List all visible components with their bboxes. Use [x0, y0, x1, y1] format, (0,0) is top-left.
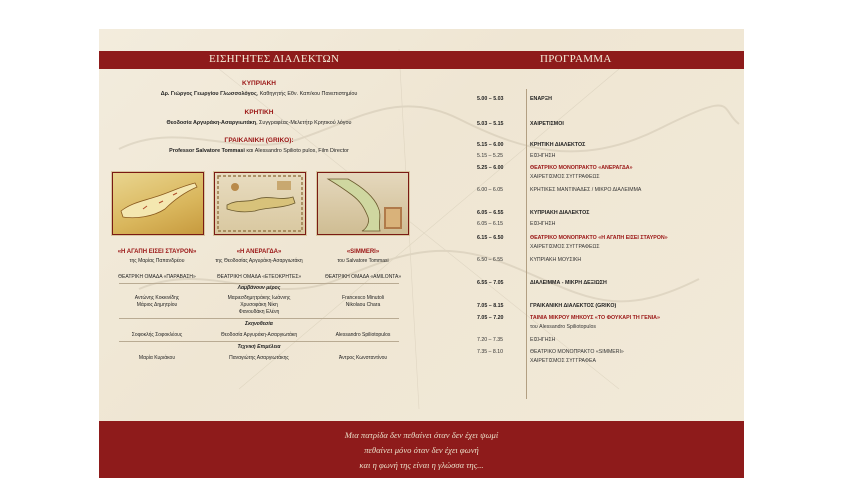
program-heading: ΠΡΟΓΡΑΜΜΑ: [540, 53, 612, 65]
cast-member: Μαριεσδημητράκης Ιωάννης: [227, 295, 291, 301]
program-time: 7.05 – 8.15: [477, 303, 504, 309]
speaker-region-griko: ΓΡΑΙΚΑΝΙΚΗ (GRIKO):: [224, 137, 294, 144]
play-group: ΘΕΑΤΡΙΚΗ ΟΜΑΔΑ «ΠΑΡΑΒΑΣΗ»: [118, 274, 196, 280]
play-author: της Μαρίας Παπανδρέου: [129, 258, 185, 264]
cast-member: Φανουδάκη Ελένη: [238, 309, 280, 315]
program-item-sub: ΧΑΙΡΕΤΙΣΜΟΣ ΣΥΓΓΡΑΦΕΩΣ: [530, 244, 600, 250]
tech-name: Παναγιώτης Ασαργιωτάκης: [229, 355, 289, 361]
program-item: ΘΕΑΤΡΙΚΟ ΜΟΝΟΠΡΑΚΤΟ «SIMMERI»: [530, 349, 624, 355]
crete-map-icon: [215, 173, 305, 234]
cyprus-map-icon: [113, 173, 203, 234]
program-time: 7.20 – 7.35: [477, 337, 503, 343]
program-time: 6.00 – 6.05: [477, 187, 503, 193]
program-item: ΚΡΗΤΙΚΗ ΔΙΑΛΕΚΤΟΣ: [530, 142, 586, 148]
program-item: ΕΙΣΗΓΗΣΗ: [530, 153, 556, 159]
role-heading-cast: Λαμβάνουν μέρος: [237, 285, 281, 291]
scenography-name: Θεοδοσία Αργυράκη-Ασαργιωτάκη: [220, 332, 298, 338]
speaker-name: Θεοδοσία Αργυράκη-Ασαργιωτάκη: [166, 120, 257, 126]
program-time: 5.00 – 5.03: [477, 96, 504, 102]
play-title: «Η ΑΝΕΡΑΓΔΑ»: [236, 249, 282, 255]
program-time: 6.15 – 6.50: [477, 235, 504, 241]
play-author: του Salvatore Tommasi: [337, 258, 389, 264]
program-time: 6.55 – 7.05: [477, 280, 504, 286]
brochure-sheet: [99, 29, 744, 478]
speaker-role: , Συγγραφέας-Μελετήτρ Κρητικού λόγου: [256, 120, 352, 126]
crete-map-image: [214, 172, 306, 235]
play-title: «SIMMERI»: [346, 249, 380, 255]
program-item: ΕΙΣΗΓΗΣΗ: [530, 221, 556, 227]
program-divider-line: [526, 89, 527, 399]
cast-member: Μάριος Δημητρίου: [136, 302, 178, 308]
program-time: 6.05 – 6.55: [477, 210, 504, 216]
speaker-region-crete: ΚΡΗΤΙΚΗ: [244, 109, 274, 116]
role-heading-tech: Τεχνική Επιμέλεια: [237, 344, 281, 350]
program-time: 6.50 – 6.55: [477, 257, 503, 263]
quote-line: πεθαίνει μόνο όταν δεν έχει φωνή: [364, 445, 479, 455]
program-item: ΤΑΙΝΙΑ ΜΙΚΡΟΥ ΜΗΚΟΥΣ «ΤΟ ΦΟΥΚΑΡΙ ΤΗ ΓΕΝΙΑ»: [530, 315, 660, 321]
program-item: ΘΕΑΤΡΙΚΟ ΜΟΝΟΠΡΑΚΤΟ «ΑΝΕΡΑΓΔΑ»: [530, 165, 633, 171]
program-item: ΕΝΑΡΞΗ: [530, 96, 552, 102]
program-time: 7.05 – 7.20: [477, 315, 504, 321]
program-item-sub: ΧΑΙΡΕΤΙΣΜΟΣ ΣΥΓΓΡΑΦΕΑ: [530, 358, 596, 364]
divider: [119, 318, 399, 319]
speaker-region-cyprus: ΚΥΠΡΙΑΚΗ: [242, 80, 276, 87]
play-title: «Η ΑΓΑΠΗ ΕΙΣΕΙ ΣΤΑΥΡΟΝ»: [117, 249, 197, 255]
program-time: 6.05 – 6.15: [477, 221, 503, 227]
cyprus-map-image: [112, 172, 204, 235]
cast-member: Nikolaou Chara: [345, 302, 381, 308]
program-item: ΧΑΙΡΕΤΙΣΜΟΙ: [530, 121, 564, 127]
play-group: ΘΕΑΤΡΙΚΗ ΟΜΑΔΑ «AMILONTA»: [324, 274, 402, 280]
program-item: ΔΙΑΛΕΙΜΜΑ - ΜΙΚΡΗ ΔΕΞΙΩΣΗ: [530, 280, 607, 286]
program-item: ΚΥΠΡΙΑΚΗ ΜΟΥΣΙΚΗ: [530, 257, 582, 263]
program-item: ΕΙΣΗΓΗΣΗ: [530, 337, 556, 343]
program-time: 5.15 – 5.25: [477, 153, 503, 159]
speaker-name: Professor Salvatore Tommasi: [169, 148, 245, 154]
program-item: ΘΕΑΤΡΙΚΟ ΜΟΝΟΠΡΑΚΤΟ «Η ΑΓΑΠΗ ΕΙΣΕΙ ΣΤΑΥΡΟΝ»: [530, 235, 668, 241]
tech-name: Άντρος Κωνσταντίνου: [338, 355, 388, 361]
quote-band: [99, 421, 744, 478]
quote-line: και η φωνή της είναι η γλώσσα της...: [359, 460, 484, 470]
role-heading-scenography: Σκηνοθεσία: [245, 321, 273, 327]
cast-member: Francesco Minutoli: [342, 295, 384, 301]
tech-name: Μαρία Κυριάκου: [138, 355, 176, 361]
speaker-name: Δρ. Γιώργος Γεωργίου Γλωσσολόγος: [160, 91, 257, 97]
program-item: ΚΡΗΤΙΚΕΣ ΜΑΝΤΙΝΑΔΕΣ / ΜΙΚΡΟ ΔΙΑΛΕΙΜΜΑ: [530, 187, 642, 193]
play-group: ΘΕΑΤΡΙΚΗ ΟΜΑΔΑ «ΕΤΕΟΚΡΗΤΕΣ»: [216, 274, 302, 280]
cast-member: Χρυσοφάκη Νίκη: [240, 302, 278, 308]
speaker-line-griko: [99, 148, 419, 154]
speaker-line-cyprus: [99, 91, 419, 97]
play-author: της Θεοδοσίας Αργυράκη-Ασαργιωτάκη: [215, 258, 303, 264]
program-time: 7.35 – 8.10: [477, 349, 503, 355]
speaker-line-crete: [99, 120, 419, 126]
speakers-heading: ΕΙΣΗΓΗΤΕΣ ΔΙΑΛΕΚΤΩΝ: [209, 53, 340, 65]
divider: [119, 341, 399, 342]
scenography-name: Σοφοκλής Σοφοκλέους: [131, 332, 183, 338]
calabria-map-icon: [318, 173, 408, 234]
program-time: 5.03 – 5.15: [477, 121, 504, 127]
quote-line: Μια πατρίδα δεν πεθαίνει όταν δεν έχει ψωμί: [344, 430, 499, 440]
header-band: [99, 51, 744, 69]
speaker-role: , Καθηγητής Εθν. Καπ/κου Πανεπιστημίου: [256, 91, 358, 97]
divider: [119, 283, 399, 284]
program-time: 5.15 – 6.00: [477, 142, 504, 148]
speaker-role: και Alessandro Spilioto pulos, Film Director: [244, 148, 349, 154]
program-item: ΓΡΑΙΚΑΝΙΚΗ ΔΙΑΛΕΚΤΟΣ (GRIKO): [530, 303, 617, 309]
program-time: 5.25 – 6.00: [477, 165, 504, 171]
program-item: ΚΥΠΡΙΑΚΗ ΔΙΑΛΕΚΤΟΣ: [530, 210, 590, 216]
scenography-name: Alessandro Spiliotopulos: [335, 332, 391, 338]
program-item-sub: ΧΑΙΡΕΤΙΣΜΟΣ ΣΥΓΓΡΑΦΕΩΣ: [530, 174, 600, 180]
cast-member: Αντώνης Κοκκινίδης: [134, 295, 180, 301]
program-item-sub: του Alessandro Spiliotopulos: [530, 324, 596, 330]
calabria-map-image: [317, 172, 409, 235]
